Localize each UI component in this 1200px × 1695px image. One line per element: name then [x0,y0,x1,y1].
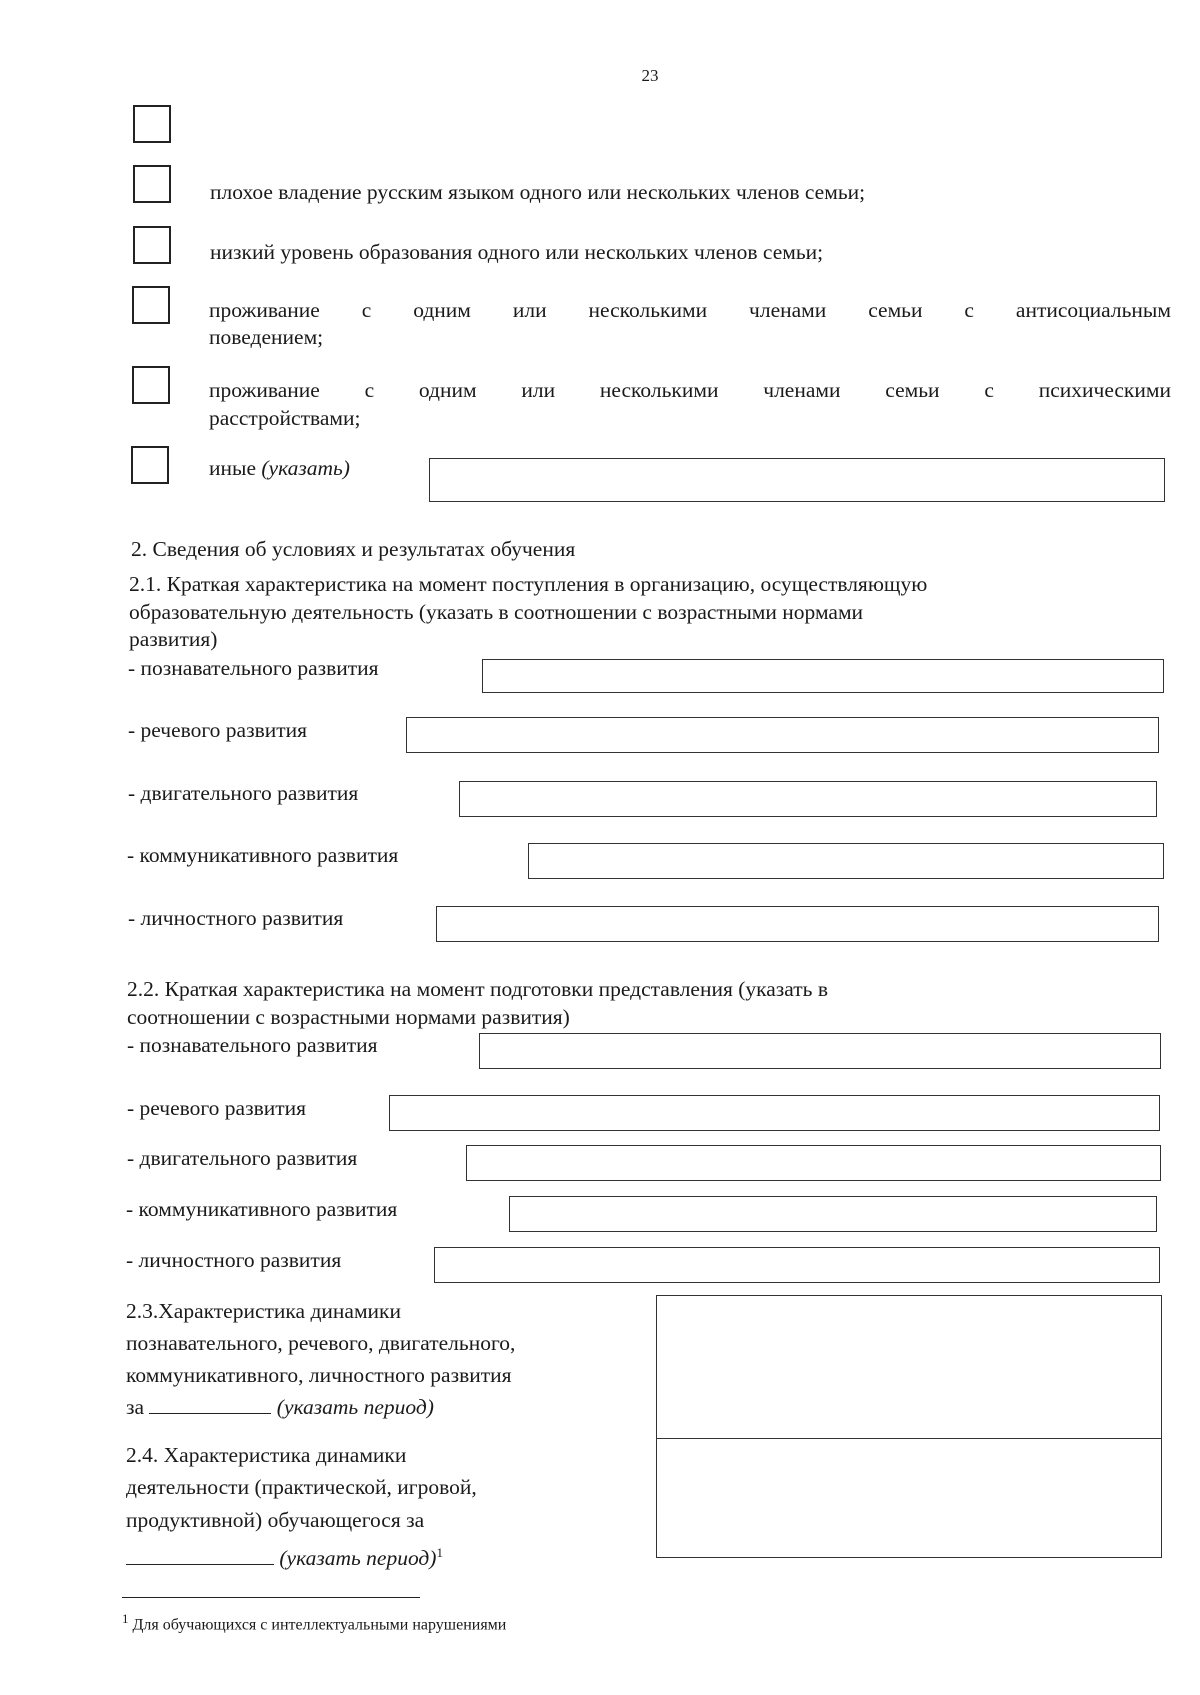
section23-period-hint: (указать период) [276,1395,434,1419]
s22-label-motor: - двигательного развития [127,1146,358,1170]
section21-line3: развития) [129,627,218,651]
section23-line1: 2.3.Характеристика динамики [126,1299,402,1323]
section24-period-line [126,1540,443,1571]
s21-field-communicative[interactable] [528,843,1164,879]
section23-period-blank[interactable] [149,1395,271,1414]
section24-period-blank[interactable] [126,1546,274,1565]
section22-line1: 2.2. Краткая характеристика на момент подготовки представления (указать в [127,977,829,1001]
option-other-hint: (указать) [261,456,350,480]
option-label-mental-line2: расстройствами; [209,406,361,430]
s21-label-cognitive: - познавательного развития [128,656,379,680]
option-checkbox-antisocial[interactable] [132,286,170,324]
option-checkbox-low-education[interactable] [133,226,171,264]
option-checkbox-other[interactable] [131,446,169,484]
s21-field-cognitive[interactable] [482,659,1164,693]
section24-period-hint: (указать период) [279,1546,437,1571]
footnote-mark: 1 [122,1611,129,1626]
footnote [122,1611,506,1634]
s21-field-personal[interactable] [436,906,1159,942]
section2-heading: 2. Сведения об условиях и результатах обучения [131,537,576,561]
option-other-label: иные [209,456,256,480]
other-specify-field[interactable] [429,458,1165,502]
s21-label-communicative: - коммуникативного развития [127,843,399,867]
s22-field-personal[interactable] [434,1247,1160,1283]
section21-line2: образовательную деятельность (указать в соотношении с возрастными нормами [129,600,864,624]
section22-line2: соотношении с возрастными нормами развития) [127,1005,570,1029]
s22-label-cognitive: - познавательного развития [127,1033,378,1057]
s21-label-motor: - двигательного развития [128,781,359,805]
s22-label-personal: - личностного развития [126,1248,342,1272]
option-label-antisocial-line1: проживание с одним или несколькими членами семьи с антисоциальным [209,298,1171,322]
s22-field-communicative[interactable] [509,1196,1157,1232]
section24-answer-box[interactable] [656,1438,1162,1558]
page-number: 23 [641,66,659,85]
s21-label-personal: - личностного развития [128,906,344,930]
s22-label-communicative: - коммуникативного развития [126,1197,398,1221]
section23-za: за [126,1395,145,1419]
section23-line3: коммуникативного, личностного развития [126,1363,512,1387]
option-checkbox-mental-disorders[interactable] [132,366,170,404]
section23-line2: познавательного, речевого, двигательного, [126,1331,516,1355]
section23-period-line [126,1395,434,1420]
option-checkbox-blank[interactable] [133,105,171,143]
s21-field-motor[interactable] [459,781,1157,817]
option-label-poor-russian: плохое владение русским языком одного или нескольких членов семьи; [210,180,866,204]
s22-label-speech: - речевого развития [127,1096,307,1120]
s21-field-speech[interactable] [406,717,1159,753]
section24-line3: продуктивной) обучающегося за [126,1508,425,1532]
section24-line1: 2.4. Характеристика динамики [126,1443,407,1467]
footnote-separator [122,1597,420,1598]
option-checkbox-poor-russian[interactable] [133,165,171,203]
s22-field-speech[interactable] [389,1095,1160,1131]
s22-field-motor[interactable] [466,1145,1161,1181]
option-label-mental-line1: проживание с одним или несколькими членами семьи с психическими [209,378,1171,402]
section24-line2: деятельности (практической, игровой, [126,1475,477,1499]
option-label-antisocial-line2: поведением; [209,325,324,349]
option-label-other [209,456,350,481]
option-label-low-education: низкий уровень образования одного или нескольких членов семьи; [210,240,824,264]
s22-field-cognitive[interactable] [479,1033,1161,1069]
s21-label-speech: - речевого развития [128,718,308,742]
section23-answer-box[interactable] [656,1295,1162,1439]
section21-line1: 2.1. Краткая характеристика на момент поступления в организацию, осуществляющую [129,572,928,596]
footnote-text: Для обучающихся с интеллектуальными нарушениями [132,1616,507,1634]
section24-footnote-ref: 1 [436,1545,443,1560]
